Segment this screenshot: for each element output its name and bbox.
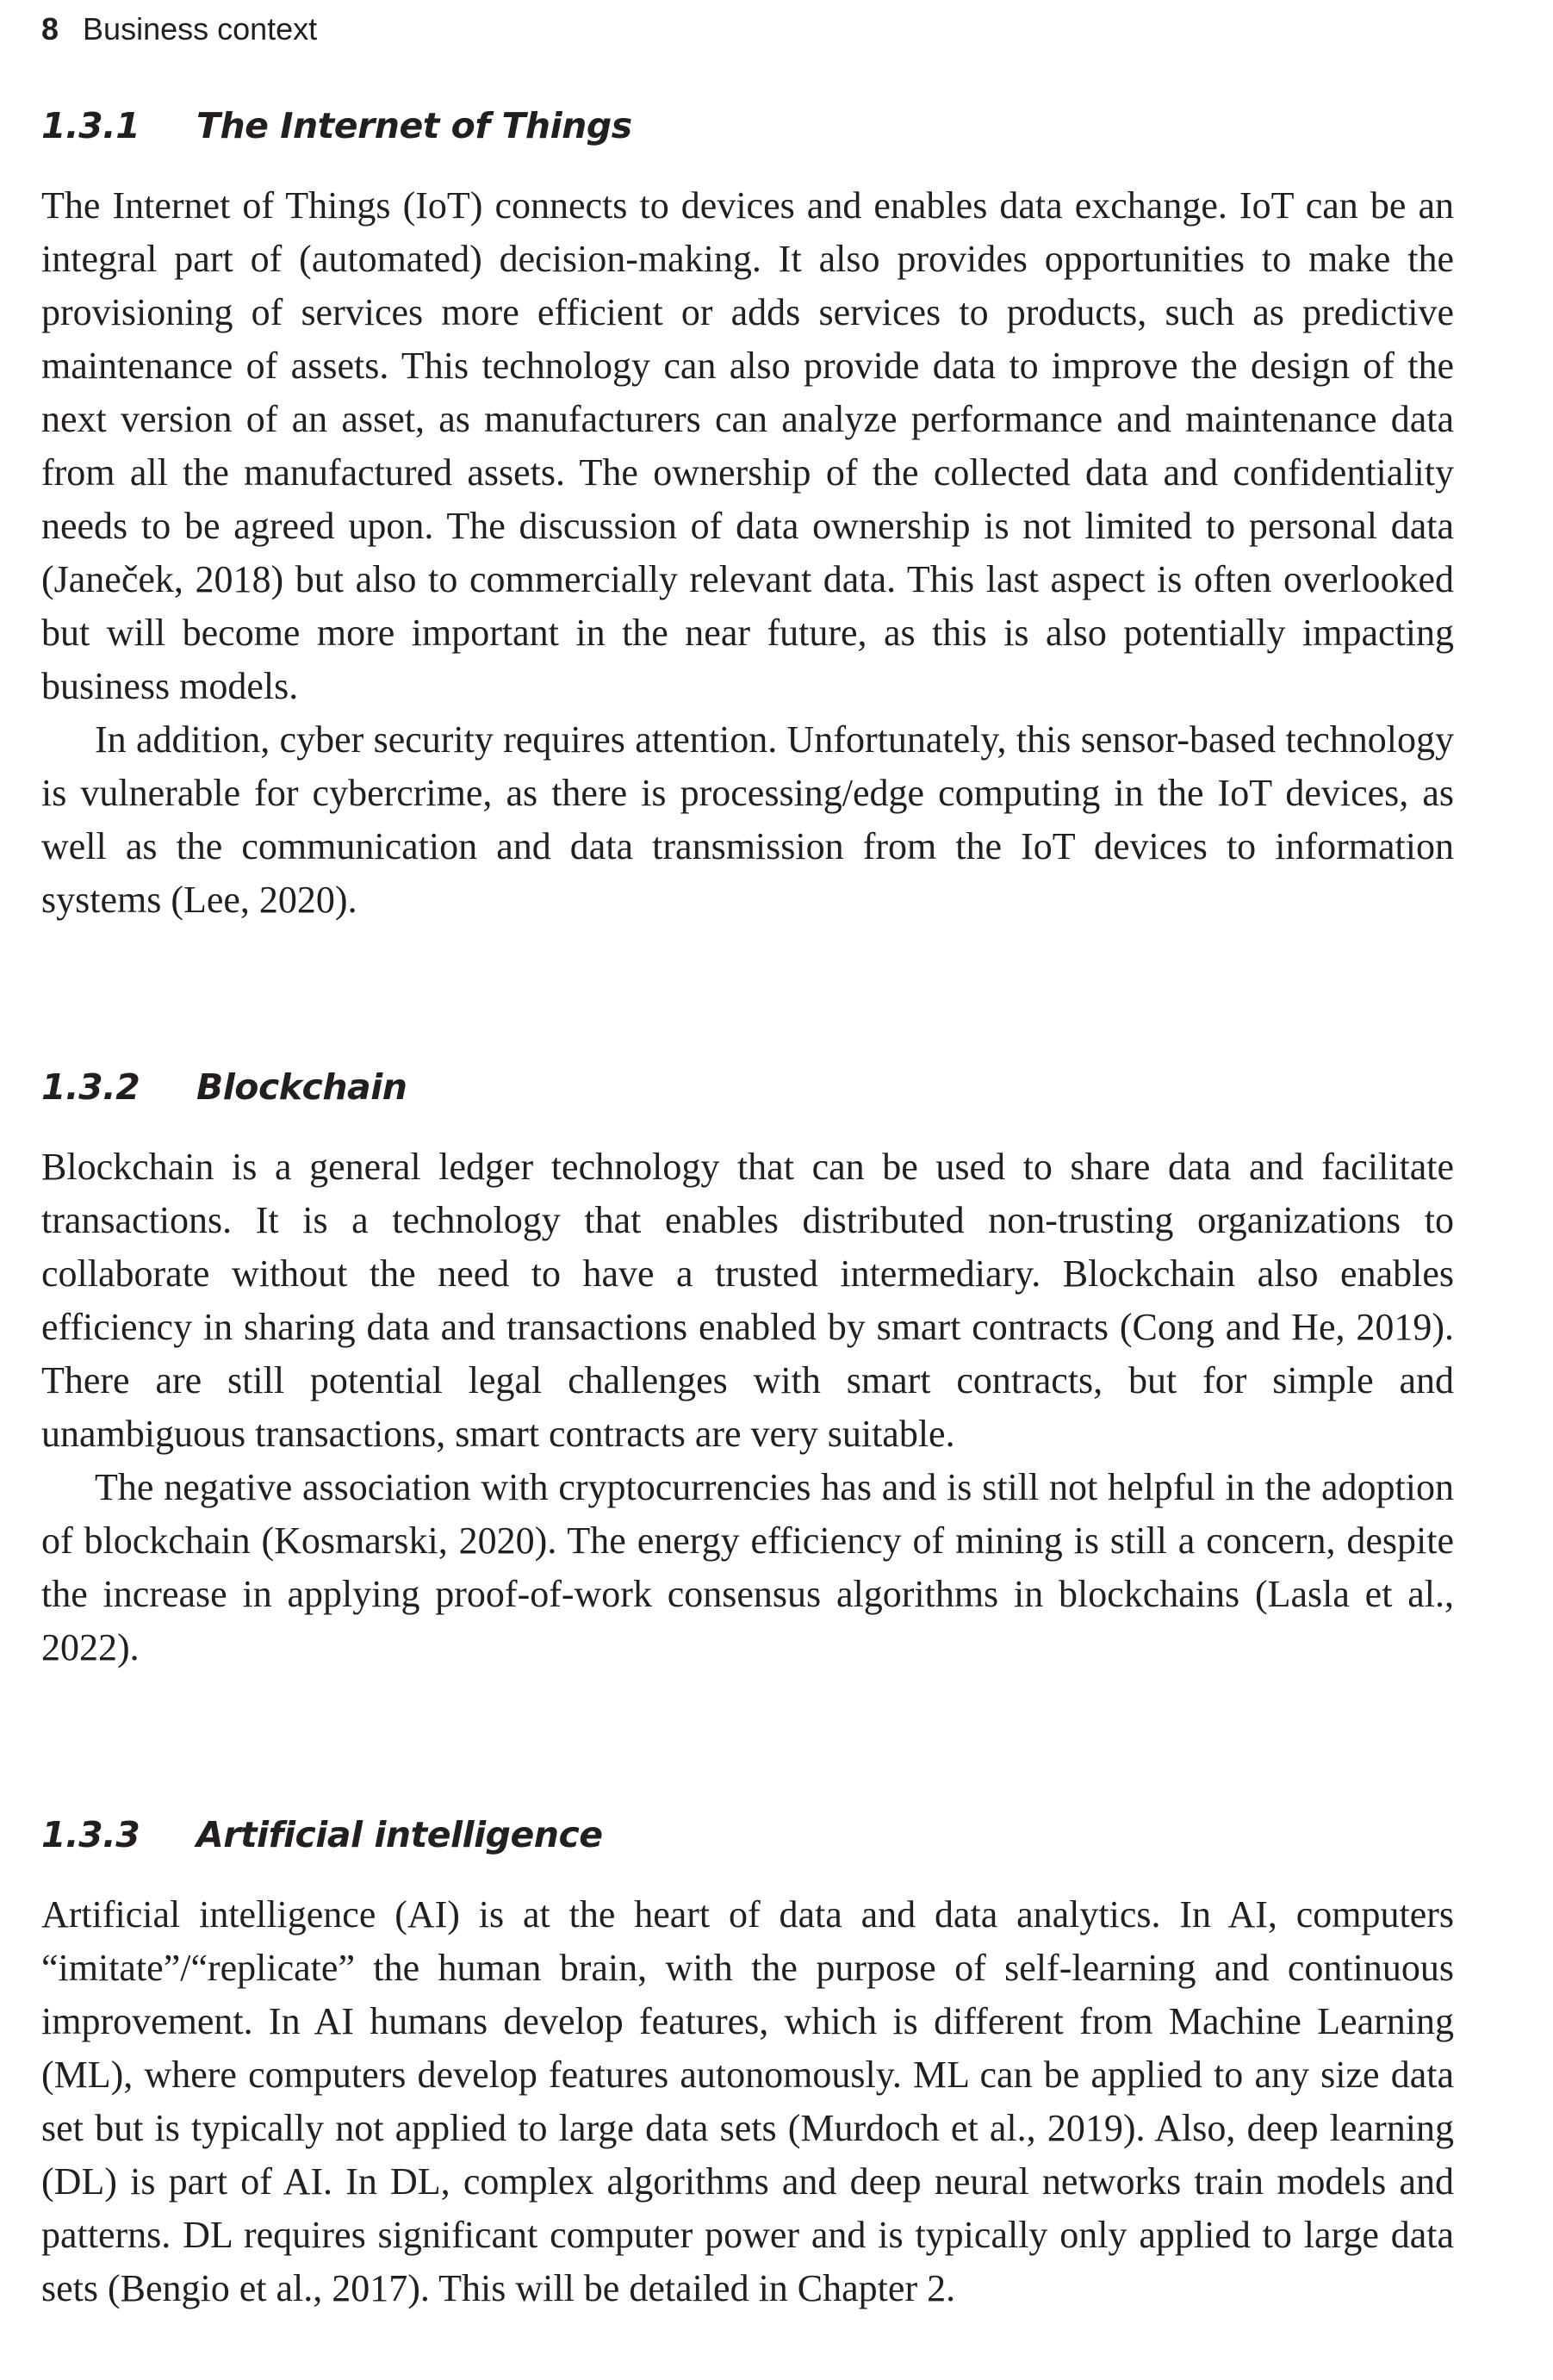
section-artificial-intelligence bbox=[41, 1809, 1454, 2315]
paragraph: Blockchain is a general ledger technology that can be used to share data and facilitate transactions. It is a technology that enables distributed non-trusting organizations to collaborate without the need to have a trusted intermediary. Blockchain also enables efficiency in sharing data and transactions enabled by smart contracts (Cong and He, 2019). There are still potential legal challenges with smart contracts, but for simple and unambiguous transactions, smart contracts are very suitable. bbox=[41, 1146, 1454, 1455]
section-title: Artificial intelligence bbox=[196, 1814, 603, 1855]
running-header bbox=[41, 7, 317, 52]
section-internet-of-things bbox=[41, 100, 1454, 927]
section-heading bbox=[41, 1809, 1454, 1861]
section-body bbox=[41, 1140, 1454, 1675]
section-heading bbox=[41, 1061, 1454, 1113]
section-heading bbox=[41, 100, 1454, 152]
section-title: The Internet of Things bbox=[196, 105, 632, 146]
paragraph: In addition, cyber security requires attention. Unfortunately, this sensor-based technology is vulnerable for cybercrime, as there is processing/edge computing in the IoT devices, as well as the communication and data transmission from the IoT devices to information systems (Lee, 2020). bbox=[41, 718, 1454, 921]
section-number: 1.3.2 bbox=[41, 1066, 140, 1108]
running-title: Business context bbox=[83, 11, 318, 47]
section-body bbox=[41, 179, 1454, 927]
section-number: 1.3.1 bbox=[41, 105, 140, 146]
paragraph: The Internet of Things (IoT) connects to devices and enables data exchange. IoT can be an integral part of (automated) decision-making. It also provides opportunities to make the provisioning of services more efficient or adds services to products, such as predictive maintenance of assets. This technology can also provide data to improve the design of the next version of an asset, as manufacturers can analyze performance and maintenance data from all the manufactured assets. The ownership of the collected data and confidentiality needs to be agreed upon. The discussion of data ownership is not limited to personal data (Janeček, 2018) but also to commercially relevant data. This last aspect is often overlooked but will become more important in the near future, as this is also potentially impacting business models. bbox=[41, 184, 1454, 707]
section-body bbox=[41, 1888, 1454, 2315]
section-blockchain bbox=[41, 1061, 1454, 1675]
section-number: 1.3.3 bbox=[41, 1814, 140, 1855]
paragraph: Artificial intelligence (AI) is at the heart of data and data analytics. In AI, computers “imitate”/“replicate” the human brain, with the purpose of self-learning and continuous improvement. In AI humans develop features, which is different from Machine Learning (ML), where computers develop features autonomously. ML can be applied to any size data set but is typically not applied to large data sets (Murdoch et al., 2019). Also, deep learning (DL) is part of AI. In DL, complex algorithms and deep neural networks train models and patterns. DL requires significant computer power and is typically only applied to large data sets (Bengio et al., 2017). This will be detailed in Chapter 2. bbox=[41, 1893, 1454, 2309]
paragraph: The negative association with cryptocurrencies has and is still not helpful in the adoption of blockchain (Kosmarski, 2020). The energy efficiency of mining is still a concern, despite the increase in applying proof-of-work consensus algorithms in blockchains (Lasla et al., 2022). bbox=[41, 1466, 1454, 1668]
section-title: Blockchain bbox=[196, 1066, 407, 1108]
page-number: 8 bbox=[41, 11, 59, 47]
